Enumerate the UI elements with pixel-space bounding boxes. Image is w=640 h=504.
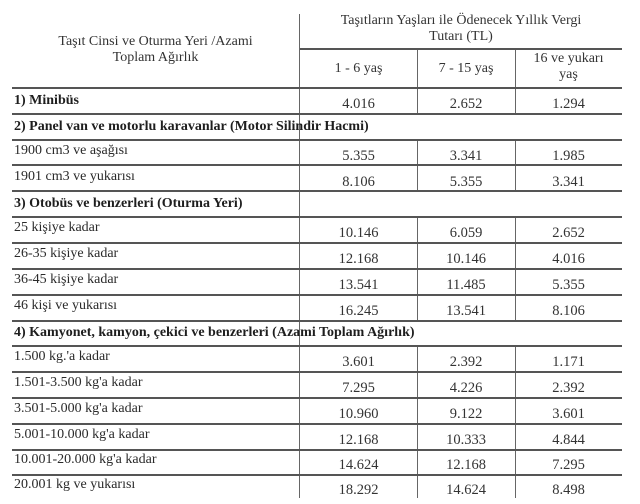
row-label: 1901 cm3 ve yukarısı <box>14 169 135 184</box>
cell-value: 10.146 <box>338 225 379 241</box>
cell-value: 11.485 <box>446 277 486 293</box>
header-bottom-line <box>12 87 622 89</box>
cell-value: 9.122 <box>449 406 483 422</box>
row-line <box>12 423 622 425</box>
row-label: 3.501-5.000 kg'a kadar <box>14 401 143 416</box>
cell-value: 8.106 <box>552 303 585 319</box>
cell-value: 12.168 <box>446 457 486 473</box>
cell-value: 13.541 <box>446 303 486 319</box>
cell-value: 8.106 <box>342 174 375 190</box>
cell-value: 2.652 <box>449 96 483 112</box>
cell-value: 5.355 <box>449 174 483 190</box>
column-header-16-plus: 16 ve yukarı yaş <box>533 51 604 82</box>
cell-value: 2.392 <box>552 380 585 396</box>
section-heading-panel-van: 2) Panel van ve motorlu karavanlar (Motor Silindir Hacmi) <box>14 119 369 134</box>
cell-value: 12.168 <box>338 251 379 267</box>
cell-value: 1.171 <box>552 354 585 370</box>
row-label: 1900 cm3 ve aşağısı <box>14 143 128 158</box>
row-line <box>12 216 622 218</box>
row-line <box>12 320 622 322</box>
cell-value: 4.016 <box>552 251 585 267</box>
cell-value: 10.146 <box>446 251 486 267</box>
cell-value: 7.295 <box>342 380 375 396</box>
cell-value: 10.960 <box>338 406 379 422</box>
cell-value: 16.245 <box>338 303 379 319</box>
row-line <box>12 371 622 373</box>
cell-value: 4.226 <box>449 380 483 396</box>
cell-value: 18.292 <box>338 482 379 498</box>
row-label: 20.001 kg ve yukarısı <box>14 477 136 492</box>
cell-value: 3.341 <box>449 148 483 164</box>
row-line <box>12 345 622 347</box>
cell-value: 10.333 <box>446 432 486 448</box>
cell-value: 2.652 <box>552 225 585 241</box>
row-label: 46 kişi ve yukarısı <box>14 298 118 313</box>
row-line <box>12 294 622 296</box>
group-header-line1: Taşıtların Yaşları ile Ödenecek Yıllık Vergi <box>340 13 582 28</box>
section-heading-otobus: 3) Otobüs ve benzerleri (Oturma Yeri) <box>14 196 243 211</box>
row-label: 36-45 kişiye kadar <box>14 272 119 287</box>
column-header-7-15: 7 - 15 yaş <box>438 61 494 76</box>
group-header <box>300 13 622 45</box>
cell-value: 5.355 <box>552 277 585 293</box>
cell-value: 14.624 <box>446 482 486 498</box>
cell-value: 13.541 <box>338 277 379 293</box>
cell-value: 5.355 <box>342 148 375 164</box>
row-line <box>12 449 622 451</box>
row-line <box>12 268 622 270</box>
cell-value: 4.016 <box>342 96 375 112</box>
row-line <box>12 397 622 399</box>
cell-value: 2.392 <box>449 354 483 370</box>
cell-value: 1.294 <box>552 96 585 112</box>
cell-value: 8.498 <box>552 482 585 498</box>
row-label: 26-35 kişiye kadar <box>14 246 119 261</box>
label-column-header <box>12 34 299 66</box>
cell-value: 4.844 <box>552 432 585 448</box>
cell-value: 3.601 <box>552 406 585 422</box>
cell-value: 14.624 <box>338 457 379 473</box>
cell-value: 7.295 <box>552 457 585 473</box>
row-line <box>12 474 622 476</box>
cell-value: 12.168 <box>338 432 379 448</box>
row-label: 10.001-20.000 kg'a kadar <box>14 452 157 467</box>
row-line <box>12 139 622 141</box>
row-label-minibus: 1) Minibüs <box>14 93 79 108</box>
column-header-1-6: 1 - 6 yaş <box>334 61 383 76</box>
row-label: 25 kişiye kadar <box>14 220 100 235</box>
cell-value: 6.059 <box>449 225 483 241</box>
row-line <box>12 113 622 115</box>
header-group-underline <box>300 48 622 50</box>
cell-value: 3.341 <box>552 174 585 190</box>
row-line <box>12 242 622 244</box>
cell-value: 1.985 <box>552 148 585 164</box>
label-column-header-line2: Toplam Ağırlık <box>112 50 199 65</box>
cell-value: 3.601 <box>342 354 375 370</box>
row-label: 1.501-3.500 kg'a kadar <box>14 375 143 390</box>
label-column-header-line1: Taşıt Cinsi ve Oturma Yeri /Azami <box>58 34 253 49</box>
section-heading-kamyonet: 4) Kamyonet, kamyon, çekici ve benzerleri (Azami Toplam Ağırlık) <box>14 325 415 340</box>
row-label: 5.001-10.000 kg'a kadar <box>14 427 150 442</box>
group-header-line2: Tutarı (TL) <box>429 29 493 44</box>
row-label: 1.500 kg.'a kadar <box>14 349 110 364</box>
